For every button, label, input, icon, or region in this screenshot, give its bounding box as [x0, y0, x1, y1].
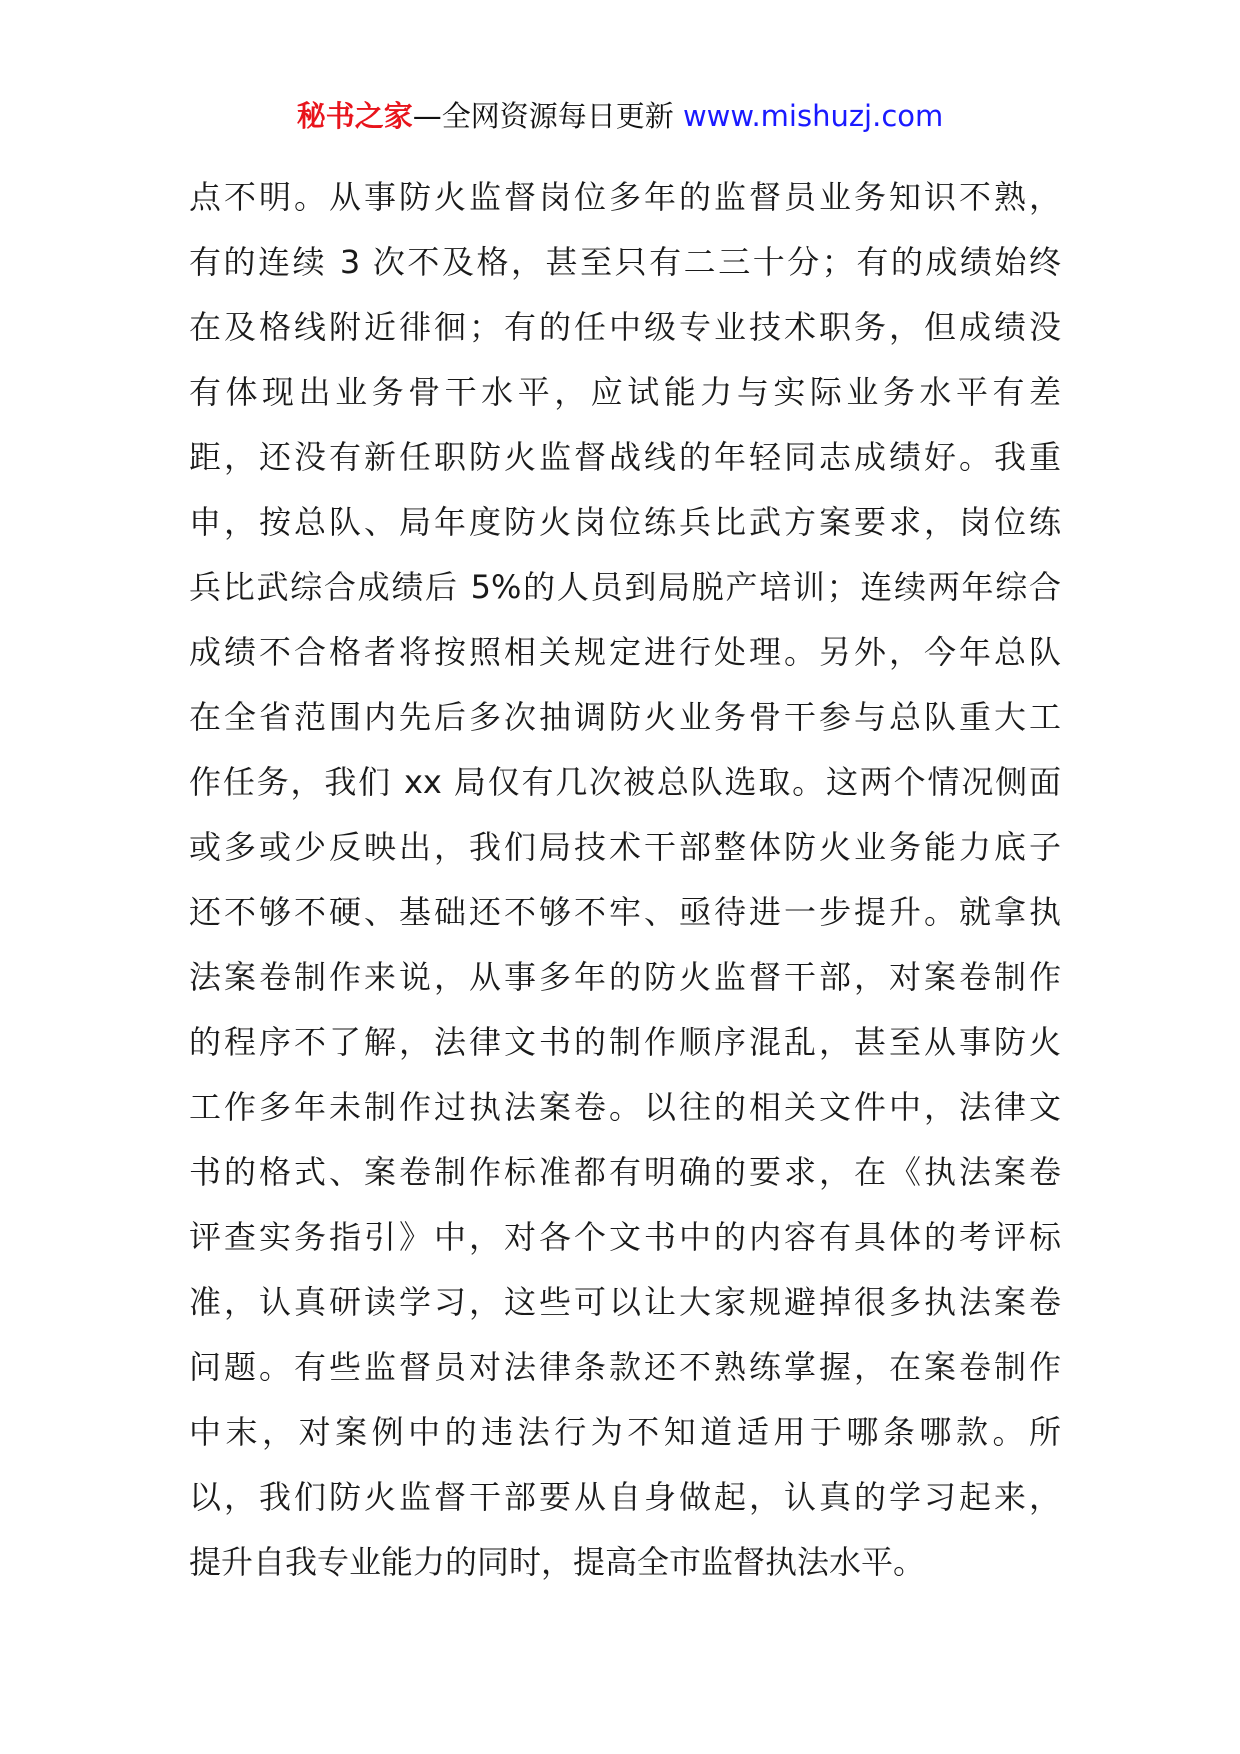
text-line: 有体现出业务骨干水平，应试能力与实际业务水平有差: [189, 373, 1061, 411]
text-line: 书的格式、案卷制作标准都有明确的要求，在《执法案卷: [189, 1153, 1061, 1191]
text-line: 以，我们防火监督干部要从自身做起，认真的学习起来，: [189, 1478, 1061, 1516]
header-slogan: —全网资源每日更新: [412, 99, 674, 133]
text-line: 的程序不了解，法律文书的制作顺序混乱，甚至从事防火: [189, 1023, 1061, 1061]
site-url-link[interactable]: www.mishuzj.com: [682, 99, 944, 133]
text-line: 距，还没有新任职防火监督战线的年轻同志成绩好。我重: [189, 438, 1061, 476]
text-line: 问题。有些监督员对法律条款还不熟练掌握，在案卷制作: [189, 1348, 1061, 1386]
page-header: [0, 96, 1240, 136]
text-line: 申，按总队、局年度防火岗位练兵比武方案要求，岗位练: [189, 503, 1061, 541]
text-line: 还不够不硬、基础还不够不牢、亟待进一步提升。就拿执: [189, 893, 1061, 931]
text-line: 法案卷制作来说，从事多年的防火监督干部，对案卷制作: [189, 958, 1061, 996]
text-line: 在全省范围内先后多次抽调防火业务骨干参与总队重大工: [189, 698, 1061, 736]
brand-name: 秘书之家: [296, 99, 413, 133]
text-line: 准，认真研读学习，这些可以让大家规避掉很多执法案卷: [189, 1283, 1061, 1321]
text-line: 评查实务指引》中，对各个文书中的内容有具体的考评标: [189, 1218, 1061, 1256]
text-line: 成绩不合格者将按照相关规定进行处理。另外，今年总队: [189, 633, 1061, 671]
text-line: 兵比武综合成绩后 5%的人员到局脱产培训；连续两年综合: [189, 568, 1061, 606]
text-line: 中末，对案例中的违法行为不知道适用于哪条哪款。所: [189, 1413, 1061, 1451]
text-line: 工作多年未制作过执法案卷。以往的相关文件中，法律文: [189, 1088, 1061, 1126]
text-line: 点不明。从事防火监督岗位多年的监督员业务知识不熟，: [189, 178, 1061, 216]
text-line: 作任务，我们 xx 局仅有几次被总队选取。这两个情况侧面: [189, 763, 1061, 801]
document-body: [189, 165, 1061, 1595]
text-line: 或多或少反映出，我们局技术干部整体防火业务能力底子: [189, 828, 1061, 866]
text-line: 提升自我专业能力的同时，提高全市监督执法水平。: [189, 1543, 926, 1581]
text-line: 在及格线附近徘徊；有的任中级专业技术职务，但成绩没: [189, 308, 1061, 346]
text-line: 有的连续 3 次不及格，甚至只有二三十分；有的成绩始终: [189, 243, 1061, 281]
